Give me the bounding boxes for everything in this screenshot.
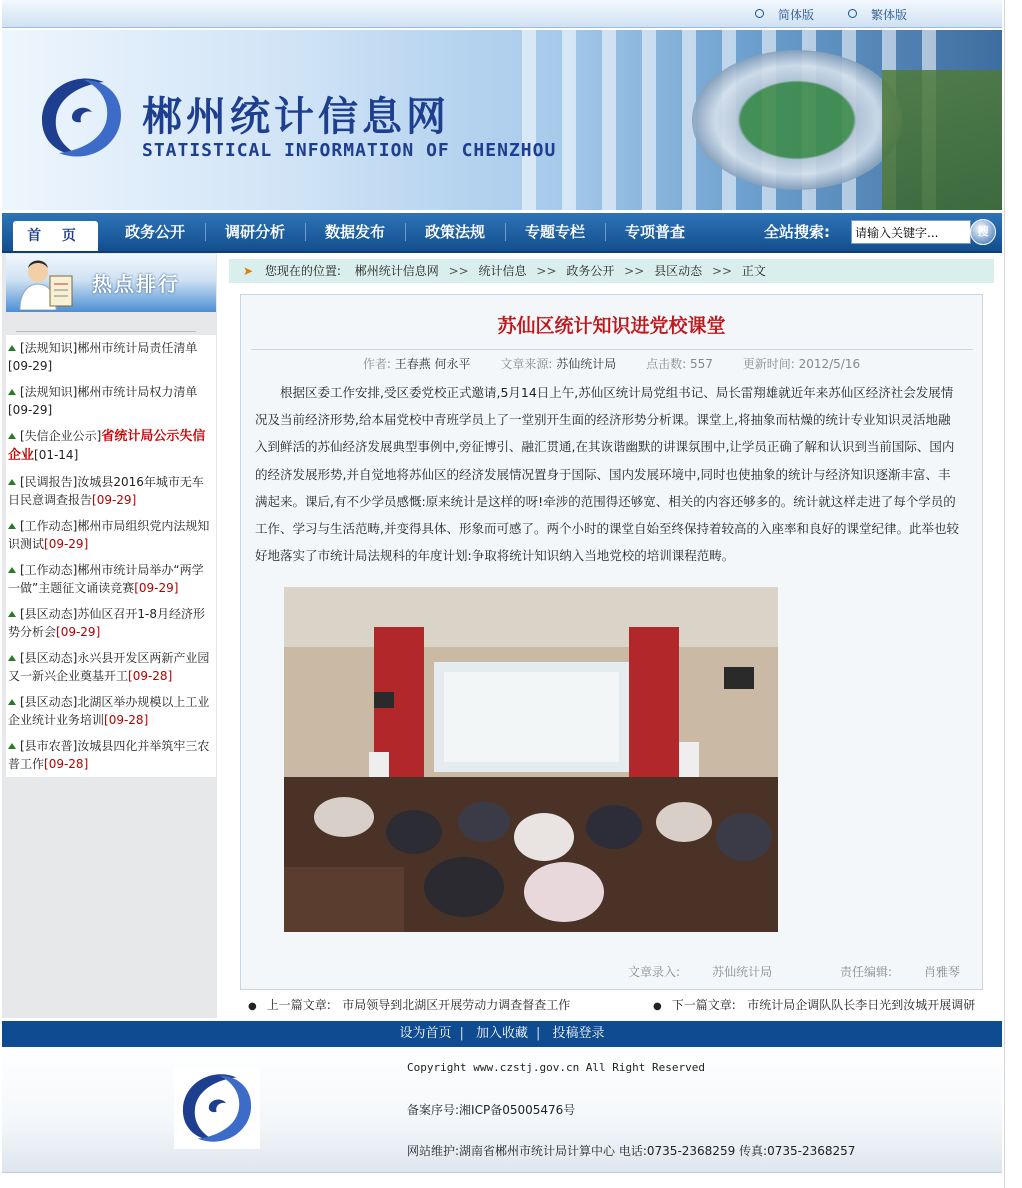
- article-source: 苏仙统计局: [556, 357, 617, 371]
- simplified-label[interactable]: 简体版: [778, 8, 815, 22]
- list-item[interactable]: [县区动态]北湖区举办规模以上工业企业统计业务培训[09-28]: [8, 695, 210, 727]
- copyright-text: Copyright www.czstj.gov.cn All Right Reserved: [407, 1061, 706, 1074]
- greenery-image: [882, 70, 1002, 210]
- top-strip: [2, 0, 1002, 28]
- triangle-icon: [8, 433, 16, 439]
- prev-article-link[interactable]: ● 上一篇文章: 市局领导到北湖区开展劳动力调查督查工作: [248, 998, 571, 1012]
- search-input[interactable]: [851, 220, 971, 244]
- hot-item-link[interactable]: 苏仙区召开1-8月经济形势分析会: [8, 607, 205, 639]
- simplified-link[interactable]: [755, 6, 814, 23]
- classroom-photo: [284, 587, 778, 932]
- footer-nav: 设为首页 | 加入收藏 | 投稿登录: [2, 1021, 1002, 1047]
- set-homepage-link[interactable]: 设为首页: [399, 1026, 452, 1041]
- sidebar: [2, 253, 217, 1018]
- article-author: 王春燕 何永平: [394, 357, 471, 371]
- triangle-icon: [8, 611, 16, 617]
- bullet-icon: ●: [653, 1001, 662, 1012]
- article-hits: 557: [689, 357, 713, 371]
- footer-logo-icon: [174, 1067, 260, 1149]
- triangle-icon: [8, 523, 16, 529]
- list-item[interactable]: [县区动态]永兴县开发区两新产业园又一新兴企业奠基开工[09-28]: [8, 651, 210, 683]
- submit-login-link[interactable]: 投稿登录: [552, 1026, 605, 1041]
- hot-item-link[interactable]: 郴州市统计局举办“两学一做”主题征文诵读竞赛: [8, 563, 204, 595]
- triangle-icon: [8, 743, 16, 749]
- breadcrumb-item-county[interactable]: 县区动态: [654, 264, 703, 278]
- next-article-link[interactable]: ● 下一篇文章: 市统计局企调队队长李日光到汝城开展调研: [653, 998, 976, 1012]
- scrollbar[interactable]: [1004, 0, 1022, 1188]
- arrow-icon: ➤: [243, 264, 254, 278]
- nav-data-release[interactable]: 数据发布: [324, 223, 385, 241]
- triangle-icon: [8, 567, 16, 573]
- hot-item-link[interactable]: 郴州市统计局责任清单: [77, 341, 198, 355]
- hot-item-link[interactable]: 汝城县2016年城市无车日民意调查报告: [8, 475, 204, 507]
- breadcrumb-item-home[interactable]: 郴州统计信息网: [354, 264, 439, 278]
- breadcrumb-item-current: 正文: [741, 264, 766, 278]
- hot-list: [6, 335, 216, 777]
- footer: [2, 1047, 1002, 1173]
- hot-item-link[interactable]: 省统计局公示失信企业: [8, 429, 206, 463]
- article-title: 苏仙区统计知识进党校课堂: [497, 315, 726, 337]
- entry-info: 文章录入: 苏仙统计局: [628, 965, 773, 979]
- triangle-icon: [8, 345, 16, 351]
- list-item[interactable]: [县市农普]汝城县四化并举筑牢三农普工作[09-28]: [8, 739, 210, 771]
- nav-policy[interactable]: 政策法规: [424, 223, 485, 241]
- breadcrumb-label: 您现在的位置:: [264, 264, 341, 278]
- bullet-icon: [848, 9, 857, 18]
- add-favorite-link[interactable]: 加入收藏: [475, 1026, 528, 1041]
- article-footer: [564, 963, 960, 980]
- prev-article-title[interactable]: 市局领导到北湖区开展劳动力调查督查工作: [342, 998, 571, 1012]
- list-item[interactable]: [县区动态]苏仙区召开1-8月经济形势分析会[09-29]: [8, 607, 205, 639]
- site-logo-icon: [34, 70, 129, 165]
- breadcrumb-item-stats[interactable]: 统计信息: [478, 264, 527, 278]
- article-meta: 作者: 王春燕 何永平 文章来源: 苏仙统计局 点击数: 557 更新时间: 2012/5/16: [362, 357, 861, 371]
- hot-item-link[interactable]: 郴州市统计局权力清单: [77, 385, 198, 399]
- search-button[interactable]: 搜: [970, 219, 996, 245]
- stadium-image: [692, 50, 902, 190]
- hot-item-link[interactable]: 郴州市局组织党内法规知识测试: [8, 519, 210, 551]
- hot-ranking-header: [6, 254, 216, 312]
- search-label: 全站搜索:: [764, 223, 830, 241]
- article-date: 2012/5/16: [798, 357, 861, 371]
- breadcrumb-item-government[interactable]: 政务公开: [566, 264, 615, 278]
- nav-government[interactable]: 政务公开: [124, 223, 185, 241]
- list-item[interactable]: [法规知识]郴州市统计局权力清单 [09-29]: [8, 385, 198, 417]
- nav-census[interactable]: 专项普查: [624, 223, 685, 241]
- triangle-icon: [8, 699, 16, 705]
- icp-text: 备案序号:湘ICP备05005476号: [407, 1103, 576, 1117]
- article-body: 根据区委工作安排,受区委党校正式邀请,5月14日上午,苏仙区统计局党组书记、局长雷翔雄就近年来苏仙区经济社会发展情况及当前经济形势,给本届党校中青班学员上了一堂别开生面的经济形势分析课。课堂上,将抽象而枯燥的统计专业知识灵活地融入到鲜活的苏仙经济发展典型事例中,旁征博引、融汇贯通,在其诙谐幽默的讲课氛围中,让学员正确了解和认识到当前国际、国内的经济发展形势,并自觉地将苏仙区的经济发展情况置身于国际、国内发展环境中,同时也使抽象的统计与经济知识逐渐丰富、丰满起来。课后,有不少学员感慨:原来统计是这样的呀!牵涉的范围得还够宽、相关的内容还够多的。统计就这样走进了每个学员的工作、学习与生活范畴,并变得具体、形象而可感了。两个小时的课堂自始至终保持着较高的入座率和良好的课堂纪律。此举也较好地落实了市统计局法规科的年度计划:争取将统计知识纳入当地党校的培训课程范畴。: [255, 385, 959, 564]
- hot-ranking-title: 热点排行: [92, 272, 180, 296]
- maintainer-text: 网站维护:湖南省郴州市统计局计算中心 电话:0735-2368259 传真:0735-2368257: [407, 1144, 856, 1158]
- hot-item-link[interactable]: 北湖区举办规模以上工业企业统计业务培训: [8, 695, 210, 727]
- traditional-label[interactable]: 繁体版: [871, 8, 908, 22]
- person-clipboard-icon: [16, 256, 80, 310]
- footer-logo: [174, 1067, 260, 1149]
- list-item[interactable]: [工作动态]郴州市统计局举办“两学一做”主题征文诵读竞赛[09-29]: [8, 563, 204, 595]
- triangle-icon: [8, 389, 16, 395]
- list-item[interactable]: [失信企业公示]省统计局公示失信企业[01-14]: [8, 429, 206, 463]
- breadcrumb: ➤ 您现在的位置: 郴州统计信息网 >> 统计信息 >> 政务公开 >> 县区动态 >> 正文: [229, 259, 994, 283]
- bullet-icon: ●: [248, 1001, 257, 1012]
- nav-topics[interactable]: 专题专栏: [524, 223, 585, 241]
- site-banner: [2, 30, 1002, 210]
- prev-next-nav: [248, 996, 988, 1016]
- list-item[interactable]: [法规知识]郴州市统计局责任清单 [09-29]: [8, 341, 198, 373]
- triangle-icon: [8, 655, 16, 661]
- triangle-icon: [8, 479, 16, 485]
- next-article-title[interactable]: 市统计局企调队队长李日光到汝城开展调研: [747, 998, 976, 1012]
- main-nav: [2, 213, 1002, 253]
- traditional-link[interactable]: [848, 6, 907, 23]
- editor-info: 责任编辑: 肖雅琴: [839, 965, 960, 979]
- list-item[interactable]: [民调报告]汝城县2016年城市无车日民意调查报告[09-29]: [8, 475, 204, 507]
- article-box: [240, 294, 983, 990]
- list-item[interactable]: [工作动态]郴州市局组织党内法规知识测试[09-29]: [8, 519, 210, 551]
- site-subtitle: STATISTICAL INFORMATION OF CHENZHOU: [142, 140, 557, 161]
- nav-home[interactable]: 首 页: [13, 221, 98, 251]
- hot-item-link[interactable]: 汝城县四化并举筑牢三农普工作: [8, 739, 210, 771]
- hot-item-link[interactable]: 永兴县开发区两新产业园又一新兴企业奠基开工: [8, 651, 210, 683]
- site-title: 郴州统计信息网: [142, 94, 450, 140]
- nav-research[interactable]: 调研分析: [224, 223, 285, 241]
- bullet-icon: [755, 9, 764, 18]
